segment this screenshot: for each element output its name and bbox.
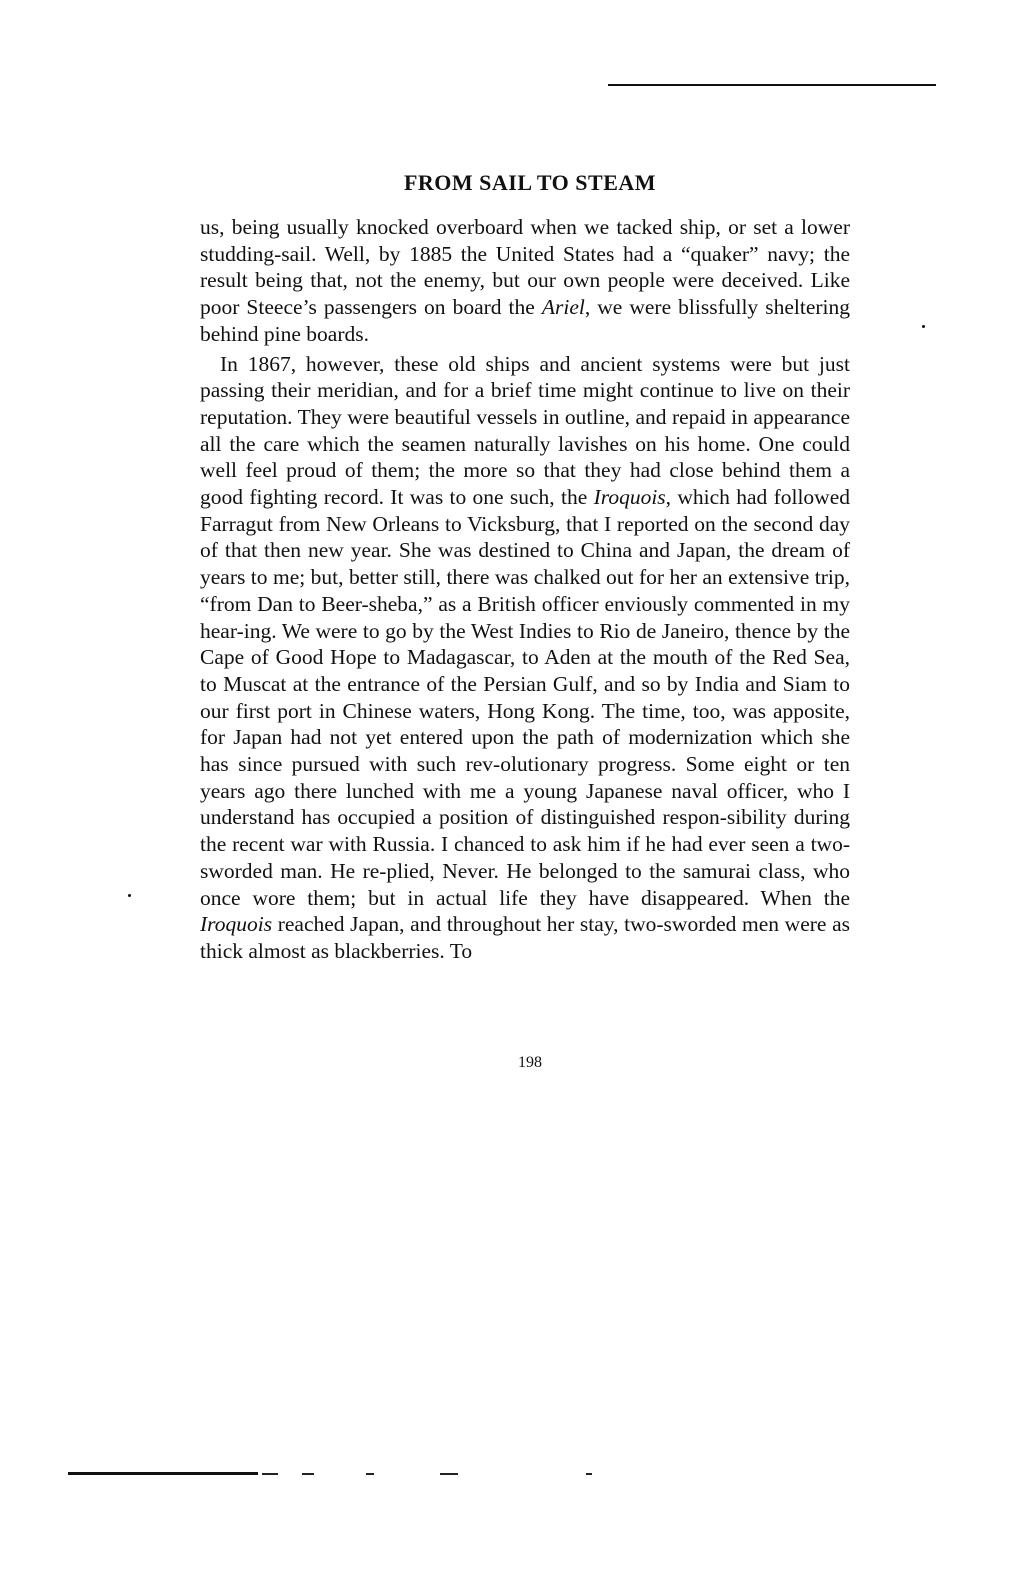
ship-name-ariel: Ariel — [541, 295, 585, 320]
margin-mark — [128, 894, 131, 897]
paragraph-1 — [200, 214, 850, 348]
margin-mark — [922, 325, 925, 328]
ship-name-iroquois-2: Iroquois — [200, 912, 273, 937]
page-number: 198 — [518, 1054, 542, 1071]
bottom-dash — [440, 1473, 458, 1475]
top-rule — [608, 84, 936, 86]
bottom-rule — [68, 1472, 258, 1475]
paragraph-1-text-a: us, being usually knocked overboard when we tacked ship, or set a lower studding-sail. Well, by 1885 the United States had a “quaker” navy; the result being that, not the enemy, but our own people were deceived. Like poor Steece’s passengers on board the — [200, 215, 850, 320]
bottom-dash — [262, 1473, 278, 1475]
bottom-dash — [586, 1473, 592, 1475]
running-header: FROM SAIL TO STEAM — [403, 170, 657, 195]
paragraph-2 — [200, 351, 850, 965]
paragraph-2-text-c: reached Japan, and throughout her stay, two-sworded men were as thick almost as blackberries. To — [200, 912, 850, 963]
body-text — [200, 214, 850, 965]
paragraph-2-text-b: , which had followed Farragut from New Orleans to Vicksburg, that I reported on the second day of that then new year. She was destined to China and Japan, the dream of years to me; but, better still, there was chalked out for her an extensive trip, “from Dan to Beer-sheba,” as a British officer enviously commented in my hear-ing. We were to go by the West Indies to Rio de Janeiro, thence by the Cape of Good Hope to Madagascar, to Aden at the mouth of the Red Sea, to Muscat at the entrance of the Persian Gulf, and so by India and Siam to our first port in Chinese waters, Hong Kong. The time, too, was apposite, for Japan had not yet entered upon the path of modernization which she has since pursued with such rev-olutionary progress. Some eight or ten years ago there lunched with me a young Japanese naval officer, who I understand has occupied a position of distinguished respon-sibility during the recent war with Russia. I chanced to ask him if he had ever seen a two-sworded man. He re-plied, Never. He belonged to the samurai class, who once wore them; but in actual life they have disappeared. When the — [200, 485, 851, 910]
bottom-dash — [366, 1473, 374, 1475]
paragraph-2-text-a: In 1867, however, these old ships and ancient systems were but just passing their meridian, and for a brief time might continue to live on their reputation. They were beautiful vessels in outline, and repaid in appearance all the care which the seamen naturally lavishes on his home. One could well feel proud of them; the more so that they had close behind them a good fighting record. It was to one such, the — [200, 351, 850, 510]
bottom-dash — [302, 1473, 314, 1475]
paragraph-1-text-b: , we were blissfully sheltering behind pine boards. — [200, 295, 850, 346]
ship-name-iroquois: Iroquois — [593, 485, 666, 510]
